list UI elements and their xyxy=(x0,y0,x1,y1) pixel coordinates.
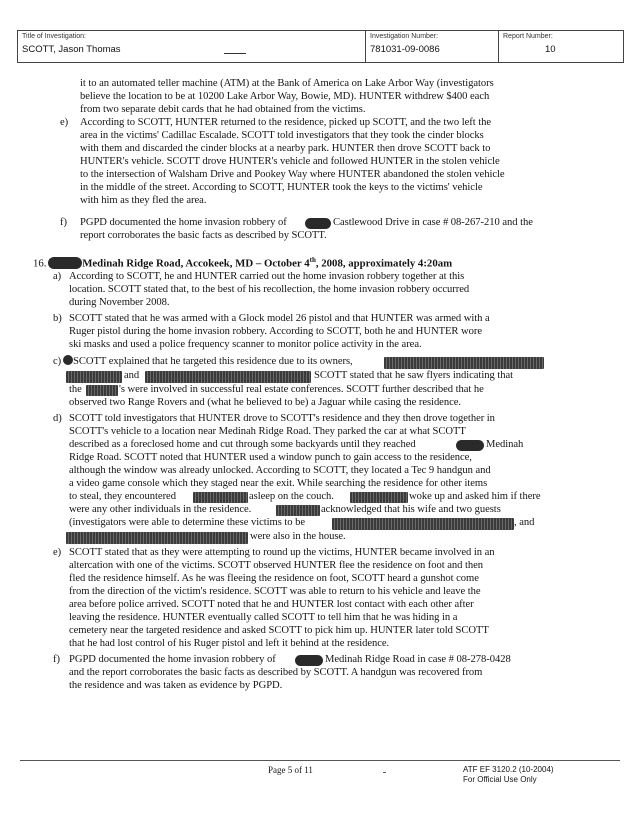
body-line: although the window was already unlocked. According to SCOTT, they located a Tec 9 handgun and xyxy=(69,465,491,476)
body-line: the residence and was taken as evidence by PGPD. xyxy=(69,680,283,691)
body-line: altercation with one of the victims. SCOTT observed HUNTER flee the residence on foot and then xyxy=(69,560,484,571)
body-line: cemetery near the targeted residence and asked SCOTT to pick him up. HUNTER later told SCOTT xyxy=(69,625,489,636)
form-id xyxy=(463,765,554,784)
body-line: SCOTT stated that he saw flyers indicating that xyxy=(314,370,513,381)
redaction-bar xyxy=(384,357,544,369)
section-title-end: , 2008, approximately 4:20am xyxy=(315,257,453,270)
redaction-mark xyxy=(295,655,323,666)
item-marker: e) xyxy=(53,547,62,558)
section-title: Medinah Ridge Road, Accokeek, MD – October 4 xyxy=(82,257,310,270)
redaction-bar xyxy=(193,492,248,503)
body-line: woke up and asked him if there xyxy=(409,491,541,502)
redaction-bar xyxy=(332,518,514,530)
footer-mark xyxy=(383,769,386,773)
title-cell xyxy=(18,31,366,62)
body-line: SCOTT explained that he targeted this residence due to its owners, xyxy=(73,356,353,367)
body-line: in the middle of the street. According to SCOTT, HUNTER took the keys to the victims' vehicle xyxy=(80,182,483,193)
form-number: ATF EF 3120.2 (10-2004) xyxy=(463,765,554,774)
body-line: area in the victims' Cadillac Escalade. SCOTT told investigators that they took the cinder blocks xyxy=(80,130,484,141)
body-line: PGPD documented the home invasion robbery of xyxy=(69,654,276,665)
item-marker: f) xyxy=(60,217,67,228)
body-line: ski masks and used a police frequency scanner to monitor police activity in the area. xyxy=(69,339,422,350)
body-line: from the direction of the victim's residence. SCOTT was able to return to his vehicle and leave the xyxy=(69,586,481,597)
body-line: described as a foreclosed home and cut through some backyards until they reached xyxy=(69,439,416,450)
report-number-cell xyxy=(499,31,623,62)
redaction-mark xyxy=(456,440,484,451)
body-line: 's were involved in successful real estate conferences. SCOTT further described that he xyxy=(119,384,484,395)
body-line: SCOTT stated that he was armed with a Glock model 26 pistol and that HUNTER was armed with a xyxy=(69,313,490,324)
section-heading xyxy=(33,256,452,270)
redaction-bar xyxy=(66,371,122,383)
investigation-number-value: 781031-09-0086 xyxy=(370,44,440,55)
body-line: area before police arrived. SCOTT noted that he and HUNTER lost contact with each other after xyxy=(69,599,474,610)
page-number: Page 5 of 11 xyxy=(268,765,313,775)
body-line: observed two Range Rovers and (what he believed to be) a Jaguar while casing the residence. xyxy=(69,397,461,408)
redaction-bar xyxy=(276,505,320,516)
report-number-label: Report Number: xyxy=(503,33,553,40)
body-line: believe the location to be at 10200 Lake Arbor Way, Bowie, MD). HUNTER withdrew $400 each xyxy=(80,91,490,102)
item-marker: c) xyxy=(53,356,62,367)
redaction-mark xyxy=(305,218,331,229)
body-line: report corroborates the basic facts as described by SCOTT. xyxy=(80,230,327,241)
body-line: and the report corroborates the basic facts as described by SCOTT. A handgun was recovered from xyxy=(69,667,483,678)
item-marker: b) xyxy=(53,313,62,324)
title-value: SCOTT, Jason Thomas xyxy=(22,44,121,55)
body-line: , and xyxy=(514,517,535,528)
item-marker: a) xyxy=(53,271,62,282)
title-label: Title of Investigation: xyxy=(22,33,86,40)
item-marker: d) xyxy=(53,413,62,424)
body-line: SCOTT stated that as they were attempting to round up the victims, HUNTER became involved in an xyxy=(69,547,495,558)
body-line: Castlewood Drive in case # 08-267-210 and the xyxy=(333,217,533,228)
footer-rule xyxy=(20,760,620,761)
blank-line xyxy=(224,53,246,54)
investigation-number-cell xyxy=(366,31,499,62)
investigation-number-label: Investigation Number: xyxy=(370,33,439,40)
redaction-bar xyxy=(350,492,408,503)
body-line: to the intersection of Walsham Drive and Pookey Way where HUNTER abandoned the stolen vehicle xyxy=(80,169,505,180)
body-line: Ridge Road. SCOTT noted that HUNTER used a window punch to gain access to the residence, xyxy=(69,452,472,463)
section-title-sup: th xyxy=(309,256,316,264)
body-line: SCOTT's vehicle to a location near Medinah Ridge Road. They parked the car at what SCOTT xyxy=(69,426,466,437)
body-line: asleep on the couch. xyxy=(249,491,334,502)
body-line: Medinah Ridge Road in case # 08-278-0428 xyxy=(325,654,511,665)
body-line: and xyxy=(124,370,140,381)
official-use-note: For Official Use Only xyxy=(463,774,537,784)
body-line: location. SCOTT stated that, to the best of his recollection, the home invasion robbery occurred xyxy=(69,284,470,295)
body-line: that he had lost control of his Ruger pistol and left it behind at the residence. xyxy=(69,638,390,649)
body-line: were any other individuals in the residence. xyxy=(69,504,252,515)
redaction-bar xyxy=(66,532,248,544)
section-number: 16. xyxy=(33,257,47,270)
body-line: with him as they fled the area. xyxy=(80,195,207,206)
body-line: (investigators were able to determine these victims to be xyxy=(69,517,306,528)
body-line: leaving the residence. HUNTER eventually called SCOTT to tell him that he was hiding in a xyxy=(69,612,458,623)
item-marker: f) xyxy=(53,654,60,665)
body-line: a video game console which they staged near the exit. While searching the residence for other items xyxy=(69,478,488,489)
body-line: it to an automated teller machine (ATM) at the Bank of America on Lake Arbor Way (investigators xyxy=(80,78,494,89)
body-line: from two separate debit cards that he had obtained from the victims. xyxy=(80,104,366,115)
body-line: during November 2008. xyxy=(69,297,170,308)
body-line: HUNTER's vehicle. SCOTT drove HUNTER's vehicle and followed HUNTER in the stolen vehicle xyxy=(80,156,500,167)
body-line: acknowledged that his wife and two guests xyxy=(321,504,501,515)
body-line: According to SCOTT, HUNTER returned to the residence, picked up SCOTT, and the two left the xyxy=(80,117,492,128)
body-line: with them and discarded the cinder blocks at a nearby park. HUNTER then drove SCOTT back to xyxy=(80,143,491,154)
redaction-bar xyxy=(86,385,118,396)
body-line: SCOTT told investigators that HUNTER drove to SCOTT's residence and they then drove together in xyxy=(69,413,495,424)
report-header xyxy=(17,30,624,63)
body-line: the xyxy=(69,384,82,395)
body-line: Medinah xyxy=(486,439,524,450)
body-line: to steal, they encountered xyxy=(69,491,176,502)
redaction-bar xyxy=(145,371,311,383)
item-marker: e) xyxy=(60,117,69,128)
report-number-value: 10 xyxy=(545,44,556,55)
body-line: fled the residence himself. As he was fleeing the residence on foot, SCOTT heard a gunshot come xyxy=(69,573,479,584)
body-line: were also in the house. xyxy=(250,531,346,542)
body-line: Ruger pistol during the home invasion robbery. According to SCOTT, both he and HUNTER wore xyxy=(69,326,483,337)
body-line: PGPD documented the home invasion robbery of xyxy=(80,217,287,228)
redaction-mark xyxy=(63,355,73,365)
body-line: According to SCOTT, he and HUNTER carried out the home invasion robbery together at this xyxy=(69,271,465,282)
